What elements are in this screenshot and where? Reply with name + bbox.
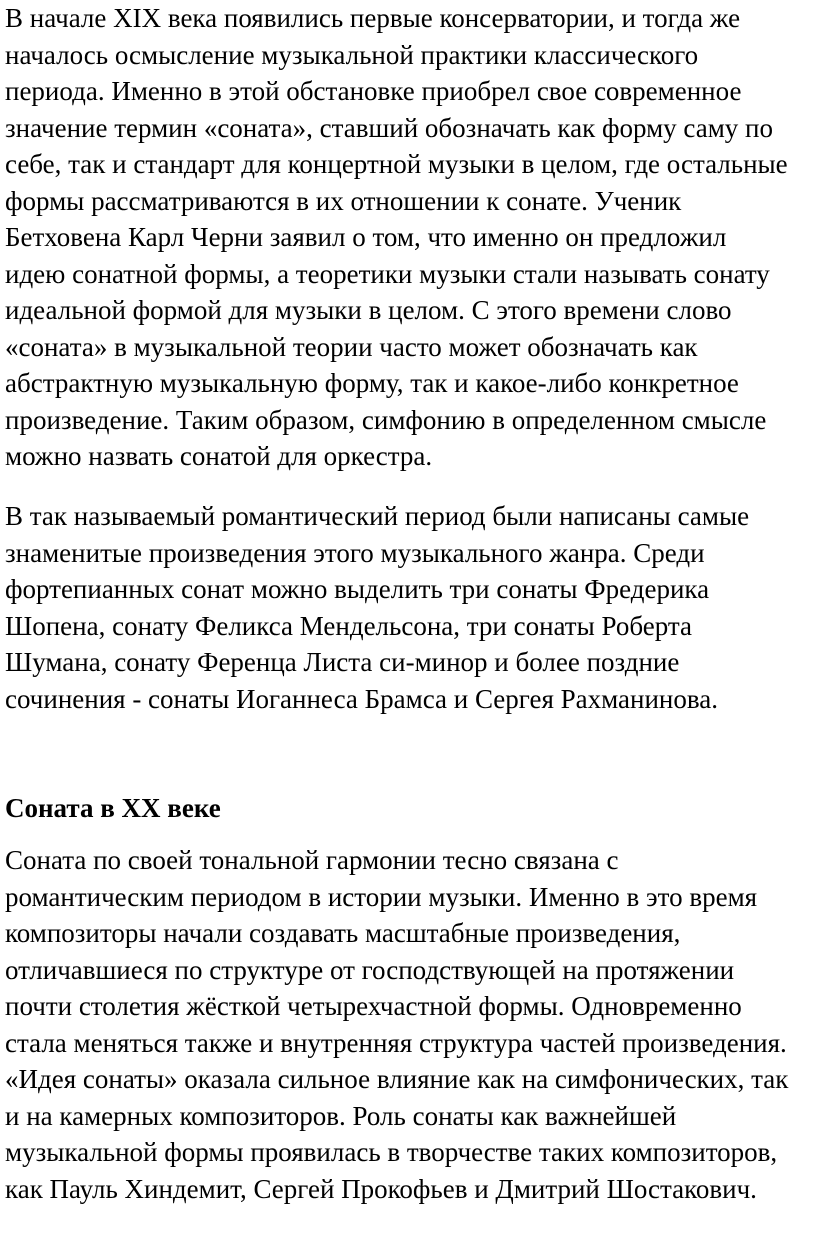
text-line: отличавшиеся по структуре от господствующей на протяжении xyxy=(5,954,735,985)
text-line: Бетховена Карл Черни заявил о том, что именно он предложил xyxy=(5,222,727,252)
text-line: идеальной формой для музыки в целом. С этого времени слово xyxy=(5,295,732,325)
text-line: Шопена, сонату Феликса Мендельсона, три сонаты Роберта xyxy=(5,610,692,641)
text-line: Соната по своей тональной гармонии тесно связана с xyxy=(5,845,619,875)
text-line: сочинения - сонаты Иоганнеса Брамса и Сергея Рахманинова. xyxy=(5,683,718,714)
text-line: Шумана, сонату Ференца Листа си-минор и более поздние xyxy=(5,647,680,677)
text-line: «Идея сонаты» оказала сильное влияние как на симфонических, так xyxy=(5,1064,789,1094)
paragraph-romantic-period xyxy=(5,498,749,717)
text-line: романтическим периодом в истории музыки. Именно в это время xyxy=(5,881,758,912)
text-line: началось осмысление музыкальной практики классического xyxy=(5,39,699,70)
text-line: абстрактную музыкальную форму, так и какое-либо конкретное xyxy=(5,368,739,398)
text-line: композиторы начали создавать масштабные произведения, xyxy=(5,918,681,948)
text-line: идею сонатной формы, а теоретики музыки стали называть сонату xyxy=(5,258,770,289)
text-line: фортепианных сонат можно выделить три сонаты Фредерика xyxy=(5,574,710,604)
paragraph-sonata-20th-century xyxy=(5,842,788,1207)
text-line: значение термин «соната», ставший обозначать как форму саму по xyxy=(5,112,773,143)
text-line: произведение. Таким образом, симфонию в определенном смысле xyxy=(5,404,767,435)
text-line: периода. Именно в этой обстановке приобрел свое современное xyxy=(5,76,742,106)
text-line: музыкальной формы проявилась в творчестве таких композиторов, xyxy=(5,1137,778,1167)
paragraph-sonata-19th-century xyxy=(5,0,788,475)
text-line: почти столетия жёсткой четырехчастной формы. Одновременно xyxy=(5,991,742,1021)
text-line: можно назвать сонатой для оркестра. xyxy=(5,441,433,471)
text-line: В так называемый романтический период были написаны самые xyxy=(5,501,750,531)
text-line: знаменитые произведения этого музыкального жанра. Среди xyxy=(5,537,705,568)
text-line: как Пауль Хиндемит, Сергей Прокофьев и Дмитрий Шостакович. xyxy=(5,1173,757,1204)
text-line: В начале XIX века появились первые консерватории, и тогда же xyxy=(5,3,741,33)
text-line: себе, так и стандарт для концертной музыки в целом, где остальные xyxy=(5,149,788,179)
text-line: формы рассматриваются в их отношении к сонате. Ученик xyxy=(5,185,682,216)
text-line: стала меняться также и внутренняя структура частей произведения. xyxy=(5,1027,787,1058)
text-line: «соната» в музыкальной теории часто может обозначать как xyxy=(5,331,698,362)
text-line: и на камерных композиторов. Роль сонаты как важнейшей xyxy=(5,1100,677,1131)
section-heading: Соната в XX веке xyxy=(5,793,221,823)
